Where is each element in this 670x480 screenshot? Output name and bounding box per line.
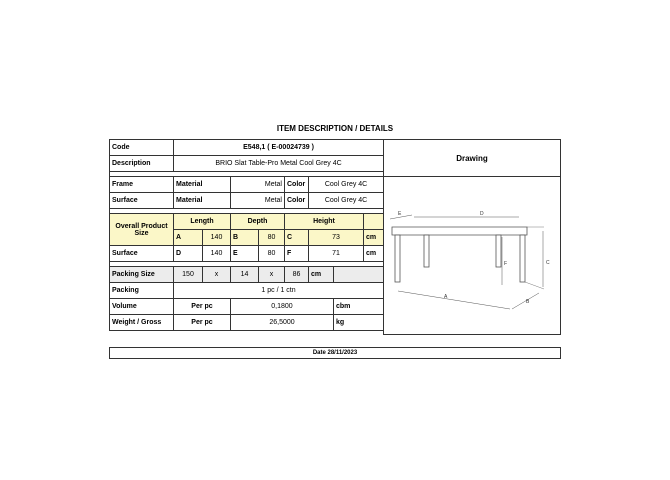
packing-size-x1: x (203, 267, 231, 283)
frame-color: Cool Grey 4C (309, 177, 384, 193)
leg-back-left (424, 235, 429, 267)
surface-unit: cm (364, 246, 384, 262)
table-drawing (384, 177, 560, 334)
overall-size-label-line1: Overall Product (115, 222, 168, 230)
weight-value: 26,5000 (231, 315, 334, 331)
packing-label: Packing (110, 283, 174, 299)
leg-back-right (496, 235, 501, 267)
depth-header: Depth (231, 214, 285, 230)
code-row (110, 140, 384, 156)
description-label: Description (110, 156, 174, 172)
page-title: ITEM DESCRIPTION / DETAILS (276, 124, 394, 133)
overall-c-value: 73 (309, 230, 364, 246)
description-row (110, 156, 384, 172)
drawing-label-a: A (444, 294, 448, 300)
packing-size-row (110, 267, 384, 283)
weight-per: Per pc (174, 315, 231, 331)
frame-label: Frame (110, 177, 174, 193)
surface-color: Cool Grey 4C (309, 193, 384, 209)
drawing-label-c: C (546, 260, 550, 266)
volume-unit: cbm (334, 299, 384, 315)
surface-material: Metal (231, 193, 285, 209)
spec-table (109, 139, 384, 331)
description-value: BRIO Slat Table-Pro Metal Cool Grey 4C (174, 156, 384, 172)
dim-line-a (398, 291, 510, 309)
packing-size-label: Packing Size (110, 267, 174, 283)
drawing-label-e: E (398, 211, 402, 217)
surface-e-value: 80 (259, 246, 285, 262)
overall-a-value: 140 (203, 230, 231, 246)
frame-row (110, 177, 384, 193)
code-label: Code (110, 140, 174, 156)
surface-e-key: E (231, 246, 259, 262)
tabletop-shape (392, 227, 527, 235)
overall-size-header-row (110, 214, 384, 230)
overall-b-value: 80 (259, 230, 285, 246)
drawing-label-d: D (480, 211, 484, 217)
drawing-label-b: B (526, 299, 530, 305)
code-value: E548,1 ( E-00024739 ) (174, 140, 384, 156)
weight-label: Weight / Gross (110, 315, 174, 331)
overall-b-key: B (231, 230, 259, 246)
weight-unit: kg (334, 315, 384, 331)
packing-size-length: 150 (174, 267, 203, 283)
packing-size-x2: x (259, 267, 285, 283)
leg-front-left (395, 235, 400, 282)
volume-label: Volume (110, 299, 174, 315)
surface-f-value: 71 (309, 246, 364, 262)
drawing-header: Drawing (384, 140, 560, 177)
surface-label: Surface (110, 193, 174, 209)
overall-c-key: C (285, 230, 309, 246)
volume-row (110, 299, 384, 315)
volume-per: Per pc (174, 299, 231, 315)
drawing-label-f: F (504, 261, 508, 267)
drawing-panel (383, 139, 561, 335)
surface-material-label: Material (174, 193, 231, 209)
surface-material-row (110, 193, 384, 209)
leg-front-right (520, 235, 525, 282)
overall-size-label-line2: Size (134, 229, 149, 237)
surface-size-row (110, 246, 384, 262)
weight-row (110, 315, 384, 331)
overall-unit: cm (364, 230, 384, 246)
frame-color-label: Color (285, 177, 309, 193)
surface-d-value: 140 (203, 246, 231, 262)
date-footer: Date 28/11/2023 (109, 347, 561, 359)
frame-material-label: Material (174, 177, 231, 193)
overall-a-key: A (174, 230, 203, 246)
packing-row (110, 283, 384, 299)
surface-color-label: Color (285, 193, 309, 209)
surface-size-label: Surface (110, 246, 174, 262)
volume-value: 0,1800 (231, 299, 334, 315)
packing-value: 1 pc / 1 ctn (174, 283, 384, 299)
overall-size-label (110, 214, 174, 246)
packing-size-unit: cm (309, 267, 334, 283)
length-header: Length (174, 214, 231, 230)
frame-material: Metal (231, 177, 285, 193)
packing-size-height: 86 (285, 267, 309, 283)
surface-f-key: F (285, 246, 309, 262)
packing-size-width: 14 (231, 267, 259, 283)
surface-d-key: D (174, 246, 203, 262)
height-header: Height (285, 214, 364, 230)
